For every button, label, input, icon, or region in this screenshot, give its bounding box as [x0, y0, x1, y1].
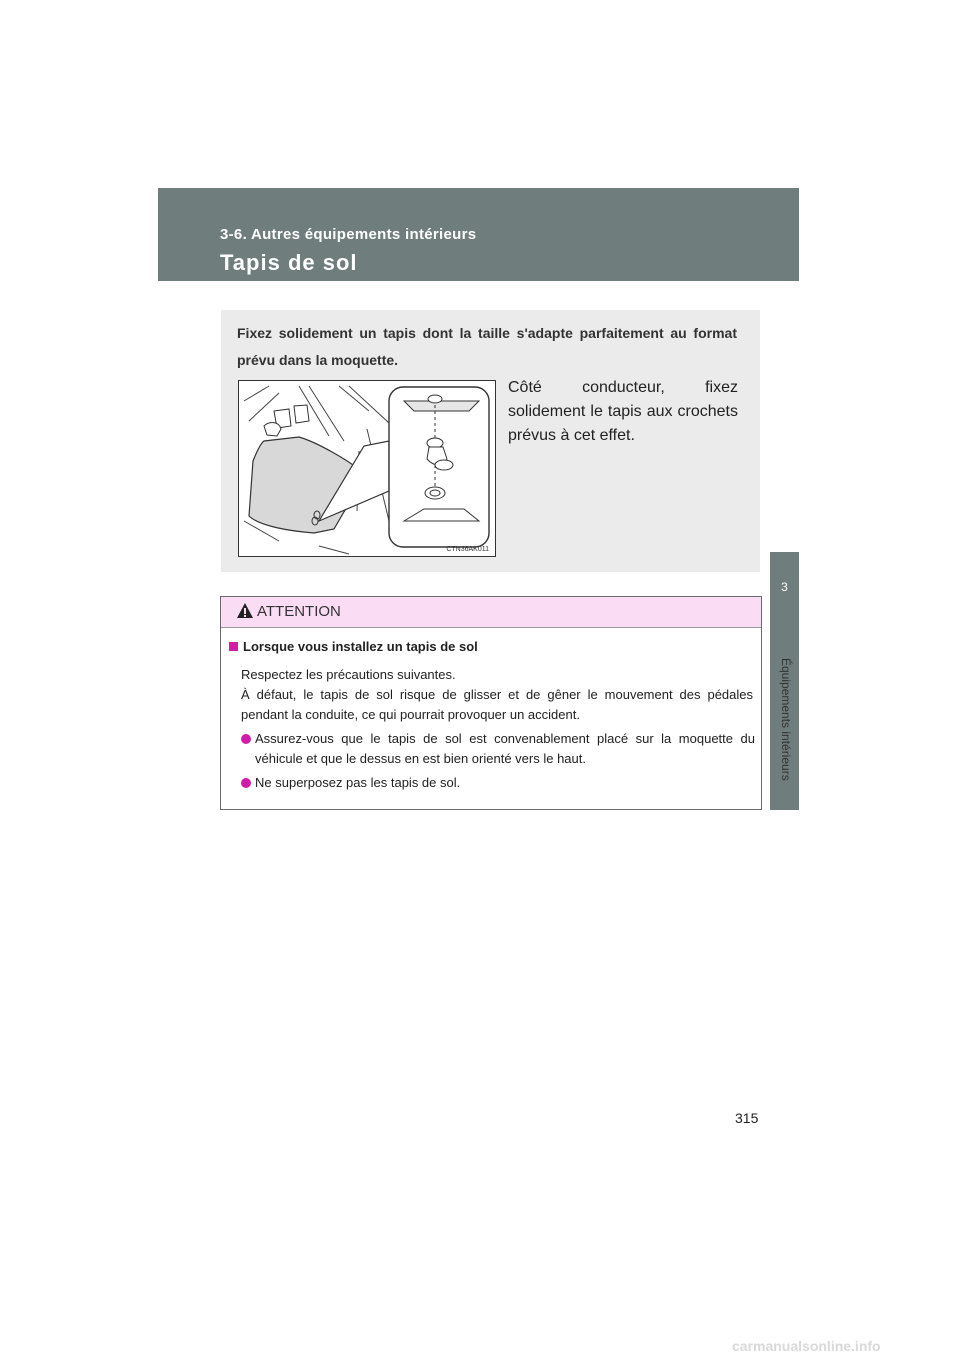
- warning-line-1: Respectez les précautions suivantes.: [241, 667, 456, 682]
- warning-header: [221, 597, 761, 628]
- bullet-dot-icon: [241, 778, 251, 788]
- warning-line-2: À défaut, le tapis de sol risque de glisser et de gêner le mouvement des pédales pendant la conduite, ce qui pourrait provoquer un accident.: [241, 687, 753, 722]
- warning-bullet-text: Assurez-vous que le tapis de sol est convenablement placé sur la moquette du véhicule et que le dessus en est bien orienté vers le haut.: [255, 731, 755, 766]
- chapter-label: Équipements intérieurs: [779, 658, 793, 781]
- warning-bullet-text: Ne superposez pas les tapis de sol.: [255, 775, 461, 790]
- square-bullet-icon: [229, 642, 238, 651]
- warning-bullet-item: [241, 729, 755, 769]
- warning-body: [241, 665, 753, 725]
- watermark: carmanualsonline.info: [732, 1338, 881, 1354]
- page-number: 315: [735, 1110, 759, 1126]
- page-title: Tapis de sol: [220, 250, 358, 275]
- warning-title: ATTENTION: [257, 603, 341, 620]
- warning-heading-text: Lorsque vous installez un tapis de sol: [243, 639, 478, 654]
- intro-text: Fixez solidement un tapis dont la taille s'adapte parfaitement au format prévu dans la moquette.: [237, 325, 737, 368]
- section-title: 3-6. Autres équipements intérieurs: [220, 226, 477, 243]
- warning-box: [220, 596, 762, 810]
- figure-label: CTN36AK011: [446, 546, 489, 553]
- intro-box: [221, 310, 760, 572]
- figure-caption: Côté conducteur, fixez solidement le tapis aux crochets prévus à cet effet.: [508, 379, 738, 444]
- floor-mat-drawing: [239, 381, 495, 556]
- warning-bullet-item: [241, 773, 755, 793]
- warning-triangle-icon: [236, 602, 254, 620]
- floor-mat-illustration: [238, 380, 496, 557]
- bullet-dot-icon: [241, 734, 251, 744]
- warning-heading: [229, 639, 478, 654]
- chapter-number: 3: [781, 580, 788, 594]
